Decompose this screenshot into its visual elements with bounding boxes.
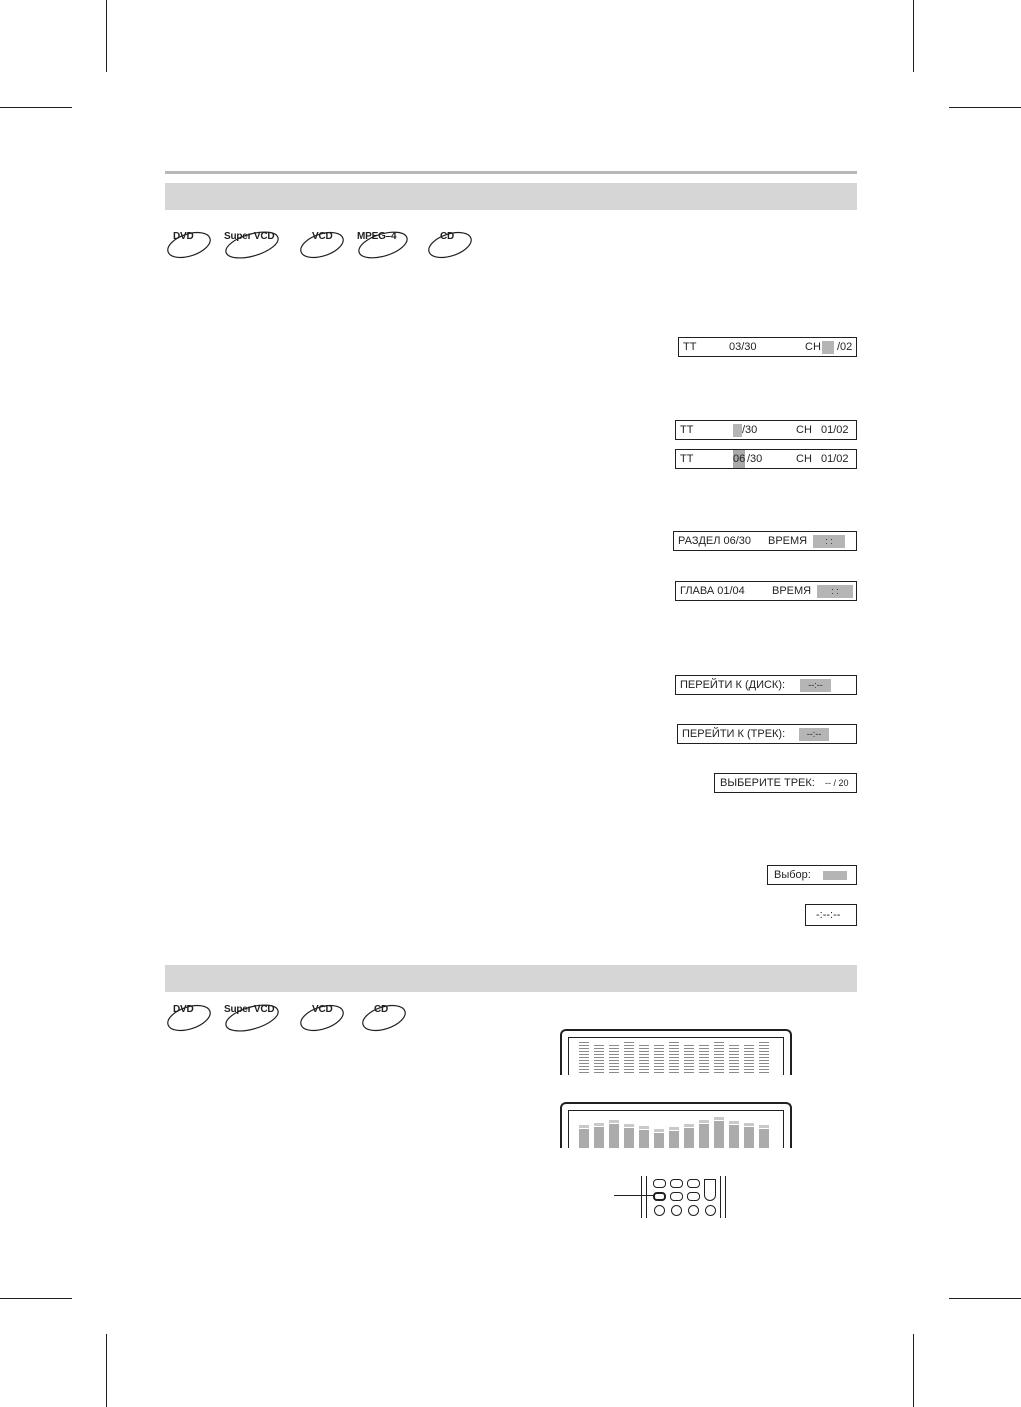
eq-segment [579,1066,589,1067]
eq-segment [759,1054,769,1055]
eq-segment [699,1054,709,1055]
eq-segment [579,1060,589,1061]
equalizer-panel [568,1110,784,1148]
ch-label: CH [805,341,821,353]
logo-label: VCD [312,1004,333,1015]
eq-segment [759,1048,769,1049]
eq-segment [759,1051,769,1052]
eq-band-ladder [669,1040,679,1073]
crop-mark [0,107,72,108]
eq-segment [684,1048,694,1049]
eq-segment [654,1066,664,1067]
eq-segment [714,1063,724,1064]
eq-band-bar [594,1127,604,1148]
eq-segment [594,1045,604,1046]
eq-segment [744,1069,754,1070]
eq-segment [744,1066,754,1067]
disc-logo-cd [426,229,476,259]
eq-band-peak [639,1126,649,1129]
eq-segment [684,1063,694,1064]
eq-segment [654,1045,664,1046]
eq-segment [699,1072,709,1073]
eq-band-bar [699,1124,709,1148]
eq-band-bar [624,1128,634,1148]
eq-segment [609,1063,619,1064]
disc-logo-cd-2 [360,1002,410,1032]
eq-band-peak [729,1121,739,1124]
eq-band-peak [624,1124,634,1127]
eq-segment [669,1042,679,1043]
eq-segment [699,1063,709,1064]
eq-segment [579,1051,589,1052]
eq-segment [714,1054,724,1055]
eq-segment [669,1054,679,1055]
eq-band-peak [609,1120,619,1123]
eq-band-peak [744,1123,754,1126]
disc-logo-vcd-2 [298,1002,348,1032]
eq-segment [624,1063,634,1064]
eq-segment [669,1063,679,1064]
eq-segment [729,1072,739,1073]
logo-label: DVD [173,231,194,242]
osd-select [767,865,857,885]
time-value: : : [817,585,853,598]
eq-band-bar [579,1129,589,1148]
eq-segment [624,1057,634,1058]
eq-band-bar [669,1131,679,1148]
eq-segment [759,1069,769,1070]
eq-segment [699,1045,709,1046]
logo-label: CD [374,1004,389,1015]
eq-segment [714,1042,724,1043]
eq-segment [729,1069,739,1070]
input-highlight [733,424,742,437]
eq-segment [594,1072,604,1073]
eq-segment [654,1054,664,1055]
eq-segment [669,1051,679,1052]
eq-segment [609,1069,619,1070]
eq-segment [594,1060,604,1061]
select-label: Выбор: [774,869,811,881]
pointer-line [614,1195,654,1196]
eq-segment [639,1072,649,1073]
remote-edge [646,1176,647,1218]
tt-value: /30 [742,424,758,436]
tt-value: 03/30 [729,341,757,353]
osd-time-entry [805,904,857,926]
osd-goto-track [677,724,857,744]
eq-segment [684,1057,694,1058]
equalizer-display-idle [560,1029,792,1075]
eq-segment [669,1048,679,1049]
eq-segment [654,1060,664,1061]
osd-tt-ch-1 [678,337,857,357]
eq-segment [729,1051,739,1052]
input-highlight [823,871,847,880]
eq-segment [639,1057,649,1058]
eq-segment [609,1072,619,1073]
eq-segment [579,1072,589,1073]
eq-segment [639,1063,649,1064]
eq-segment [759,1072,769,1073]
ch-value: 01/02 [821,453,849,465]
eq-segment [639,1060,649,1061]
logo-label: Super VCD [224,231,275,242]
eq-segment [714,1057,724,1058]
disc-logo-dvd-2 [165,1002,215,1032]
remote-key [705,1205,716,1216]
eq-band-ladder [654,1043,664,1073]
select-track-label: ВЫБЕРИТЕ ТРЕК: [720,777,815,789]
eq-band-bar [609,1124,619,1148]
osd-tt-ch-3 [675,449,857,469]
eq-band-ladder [759,1040,769,1073]
tt-total: /30 [747,453,763,465]
eq-band-ladder [714,1040,724,1073]
time-label: ВРЕМЯ [768,535,808,547]
eq-segment [684,1069,694,1070]
eq-segment [744,1057,754,1058]
eq-band-peak [654,1129,664,1132]
eq-segment [729,1057,739,1058]
remote-edge [720,1176,721,1218]
eq-segment [759,1060,769,1061]
eq-band-ladder [729,1043,739,1073]
eq-segment [579,1042,589,1043]
eq-segment [624,1060,634,1061]
eq-band-bar [714,1121,724,1148]
eq-segment [669,1057,679,1058]
disc-logo-svcd [222,229,284,259]
crop-mark [106,0,107,72]
eq-band-bar [729,1125,739,1148]
remote-key [670,1192,683,1201]
logo-label: VCD [312,231,333,242]
eq-segment [594,1048,604,1049]
eq-segment [609,1048,619,1049]
remote-key [670,1179,683,1188]
tt-number-highlight: 06 [733,450,745,468]
eq-segment [654,1048,664,1049]
eq-segment [669,1060,679,1061]
eq-segment [639,1054,649,1055]
eq-segment [759,1057,769,1058]
logo-label: CD [440,231,455,242]
eq-segment [729,1063,739,1064]
eq-segment [744,1048,754,1049]
equalizer-display-active [560,1102,792,1148]
goto-track-label: ПЕРЕЙТИ К (ТРЕК): [682,728,786,740]
time-value: : : [813,535,845,548]
eq-segment [669,1069,679,1070]
eq-band-ladder [744,1043,754,1073]
crop-mark [913,0,914,72]
eq-band-bar [639,1130,649,1148]
header-rule [165,171,857,174]
eq-segment [654,1063,664,1064]
eq-segment [639,1051,649,1052]
eq-segment [714,1069,724,1070]
eq-segment [609,1057,619,1058]
eq-segment [699,1057,709,1058]
remote-key [687,1192,700,1201]
eq-band-bar [759,1129,769,1148]
eq-band-ladder [594,1043,604,1073]
section-bar-1 [165,183,857,210]
logo-label: Super VCD [224,1004,275,1015]
eq-segment [669,1045,679,1046]
eq-band-ladder [639,1043,649,1073]
time-label: ВРЕМЯ [772,585,812,597]
eq-segment [684,1066,694,1067]
eq-segment [684,1054,694,1055]
ch-value: /02 [837,341,853,353]
eq-segment [699,1060,709,1061]
eq-band-ladder [684,1043,694,1073]
eq-segment [609,1060,619,1061]
eq-segment [729,1066,739,1067]
eq-segment [759,1063,769,1064]
eq-segment [624,1048,634,1049]
ch-value: 01/02 [821,424,849,436]
equalizer-panel [568,1037,784,1075]
eq-band-peak [684,1124,694,1127]
eq-segment [579,1048,589,1049]
eq-segment [699,1048,709,1049]
disc-logo-svcd-2 [222,1002,284,1032]
eq-segment [729,1048,739,1049]
eq-segment [684,1045,694,1046]
eq-band-ladder [699,1043,709,1073]
eq-segment [759,1042,769,1043]
remote-edge [725,1176,726,1218]
eq-segment [594,1069,604,1070]
disc-logo-mpeg4 [355,229,413,259]
logo-label: MPEG–4 [357,231,397,242]
eq-band-peak [579,1125,589,1128]
crop-mark [106,1334,107,1407]
remote-key [654,1205,665,1216]
eq-segment [639,1066,649,1067]
section-bar-2 [165,965,857,992]
osd-tt-ch-2 [675,420,857,440]
remote-control-illustration [614,1176,726,1218]
eq-band-peak [669,1127,679,1130]
title-label: РАЗДЕЛ 06/30 [678,535,752,547]
eq-band-bar [684,1128,694,1148]
crop-mark [913,1334,914,1407]
eq-segment [624,1045,634,1046]
eq-segment [579,1069,589,1070]
eq-segment [594,1057,604,1058]
eq-band-peak [714,1117,724,1120]
eq-band-ladder [579,1040,589,1073]
eq-segment [624,1042,634,1043]
input-highlight [822,341,834,354]
eq-segment [609,1051,619,1052]
eq-segment [639,1069,649,1070]
eq-segment [624,1069,634,1070]
eq-segment [729,1060,739,1061]
logo-label: DVD [173,1004,194,1015]
goto-track-value: --:-- [799,728,829,741]
eq-segment [684,1051,694,1052]
eq-band-bar [744,1127,754,1148]
eq-segment [624,1066,634,1067]
eq-segment [669,1072,679,1073]
remote-key-tall [704,1179,716,1201]
eq-segment [714,1051,724,1052]
osd-title-time [673,531,857,551]
eq-band-peak [699,1120,709,1123]
eq-segment [639,1048,649,1049]
disc-logo-dvd [165,229,215,259]
tt-label: TT [680,424,694,436]
select-track-value: -- / 20 [825,778,849,788]
eq-segment [714,1072,724,1073]
eq-band-ladder [609,1043,619,1073]
eq-segment [744,1072,754,1073]
remote-edge [641,1176,642,1218]
eq-segment [759,1045,769,1046]
eq-segment [594,1054,604,1055]
eq-segment [759,1066,769,1067]
osd-goto-disc [675,675,857,695]
tt-label: TT [683,341,697,353]
eq-segment [699,1066,709,1067]
remote-key [671,1205,682,1216]
eq-segment [714,1048,724,1049]
goto-disc-label: ПЕРЕЙТИ К (ДИСК): [680,679,786,691]
disc-logo-vcd [298,229,348,259]
eq-segment [699,1069,709,1070]
eq-segment [669,1066,679,1067]
eq-segment [594,1063,604,1064]
time-entry-value: -:--:-- [816,909,841,921]
eq-segment [729,1045,739,1046]
goto-disc-value: --:-- [800,679,831,692]
eq-segment [654,1051,664,1052]
eq-segment [624,1072,634,1073]
eq-segment [714,1045,724,1046]
eq-segment [714,1066,724,1067]
eq-segment [609,1054,619,1055]
crop-mark [949,107,1021,108]
eq-segment [579,1063,589,1064]
eq-segment [654,1072,664,1073]
tt-label: TT [680,453,694,465]
eq-segment [579,1045,589,1046]
remote-key [688,1205,699,1216]
ch-label: CH [796,424,812,436]
eq-segment [594,1051,604,1052]
remote-key-highlighted [653,1192,666,1201]
eq-segment [609,1066,619,1067]
eq-segment [729,1054,739,1055]
ch-label: CH [796,453,812,465]
eq-segment [744,1063,754,1064]
eq-segment [654,1069,664,1070]
eq-segment [744,1060,754,1061]
remote-key [653,1179,666,1188]
eq-segment [579,1054,589,1055]
osd-chapter-time [675,581,857,601]
eq-segment [624,1054,634,1055]
eq-band-bar [654,1133,664,1148]
chapter-label: ГЛАВА 01/04 [680,585,745,597]
eq-segment [744,1051,754,1052]
crop-mark [949,1298,1021,1299]
eq-segment [639,1045,649,1046]
eq-band-ladder [624,1040,634,1073]
osd-select-track [714,773,857,793]
eq-segment [684,1060,694,1061]
eq-segment [744,1045,754,1046]
crop-mark [0,1298,72,1299]
eq-segment [699,1051,709,1052]
eq-segment [624,1051,634,1052]
remote-key [687,1179,700,1188]
eq-band-peak [759,1125,769,1128]
eq-segment [579,1057,589,1058]
eq-segment [654,1057,664,1058]
eq-segment [744,1054,754,1055]
eq-segment [684,1072,694,1073]
eq-segment [609,1045,619,1046]
eq-segment [594,1066,604,1067]
eq-segment [714,1060,724,1061]
eq-band-peak [594,1123,604,1126]
